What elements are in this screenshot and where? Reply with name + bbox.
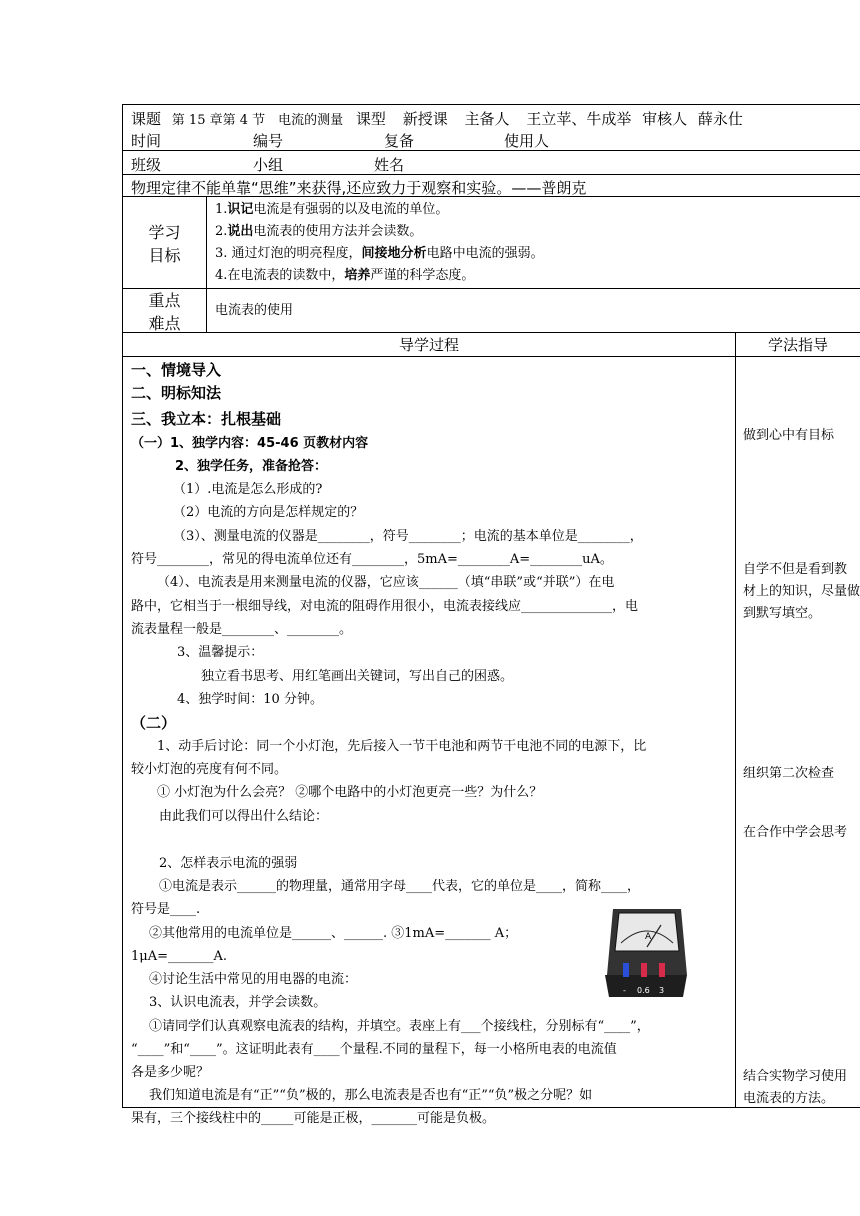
ammeter-heading: 3、认识电流表，并学会读数。: [149, 995, 327, 1010]
terminal-0-6: 0.6: [637, 986, 650, 995]
key-points-text: 电流表的使用: [215, 303, 294, 318]
question-2: （2）电流的方向是怎样规定的？: [173, 505, 364, 520]
value-lesson-type: 新授课: [402, 110, 448, 128]
terminal-3: 3: [659, 986, 665, 995]
self-study-task: 2、独学任务，准备抢答：: [175, 459, 328, 474]
main-body: [122, 356, 860, 1126]
guide-column-head: 学法指导: [767, 336, 828, 354]
label-reprepare: 复备: [384, 132, 415, 150]
question-4-line-3: 流表量程一般是________、________。: [131, 622, 353, 637]
learning-goals-list: [215, 199, 544, 287]
header-row-3: [122, 150, 860, 174]
tip-title: 3、温馨提示：: [177, 645, 264, 660]
lesson-plan-sheet: [122, 104, 860, 1126]
label-class: 班级: [131, 156, 162, 174]
value-topic: 第 15 章第 4 节 电流的测量: [171, 113, 344, 128]
tip-text: 独立看书思考、用红笔画出关键词，写出自己的困惑。: [201, 669, 514, 684]
question-3-line-2: 符号________，常见的得电流单位还有________，5mA=________A=________uA。: [131, 552, 613, 567]
current-strength-q2-cont: 1μA=_______A.: [131, 949, 228, 964]
goal-item: 2.说出电流表的使用方法并会读数。: [215, 224, 423, 239]
motto-quote: 物理定律不能单靠“思维”来获得,还应致力于观察和实验。——普朗克: [131, 179, 587, 197]
ammeter-q2-line-2: 果有，三个接线柱中的_____可能是正极，_______可能是负极。: [131, 1111, 496, 1126]
guide-note-2-line-3: 到默写填空。: [743, 606, 822, 621]
label-lesson-type: 课型: [355, 110, 386, 128]
current-strength-q1-cont: 符号是____.: [131, 902, 201, 917]
label-main-preparer: 主备人: [464, 110, 510, 128]
question-3-line-1: （3）、测量电流的仪器是________，符号________；电流的基本单位是________，: [173, 529, 643, 544]
goal-item: 3. 通过灯泡的明亮程度，间接地分析电路中电流的强弱。: [215, 246, 544, 261]
label-group: 小组: [253, 156, 284, 174]
label-number: 编号: [253, 132, 284, 150]
value-reviewer: 薛永仕: [697, 110, 743, 128]
label-user: 使用人: [504, 132, 550, 150]
question-4-line-1: （4）、电流表是用来测量电流的仪器，它应该______（填“串联”或“并联”）在电: [157, 575, 615, 590]
current-strength-q2: ②其他常用的电流单位是______、______. ③1mA=_______ A；: [149, 926, 518, 941]
ammeter-q1-line-1: ①请同学们认真观察电流表的结构，并填空。表座上有___个接线柱，分别标有“____”，: [149, 1019, 650, 1034]
discussion-1-line-1: 1、动手后讨论：同一个小灯泡，先后接入一节干电池和两节干电池不同的电源下，比: [157, 739, 647, 754]
current-strength-heading: 2、怎样表示电流的强弱: [159, 856, 298, 871]
label-name: 姓名: [374, 156, 405, 174]
self-study-content: （一）1、独学内容：45-46 页教材内容: [131, 436, 369, 451]
section-intro: 一、情境导入: [131, 361, 222, 379]
discussion-1-questions: ① 小灯泡为什么会亮？ ②哪个电路中的小灯泡更亮一些？为什么？: [157, 785, 543, 800]
label-time: 时间: [131, 132, 162, 150]
part-two-heading: （二）: [131, 714, 177, 732]
guide-note-2-line-2: 材上的知识，尽量做: [743, 584, 860, 599]
question-4-line-2: 路中，它相当于一根细导线，对电流的阻碍作用很小，电流表接线应______________，电: [131, 599, 639, 614]
current-strength-q3: ④讨论生活中常见的用电器的电流：: [149, 972, 358, 987]
guide-note-5-line-1: 结合实物学习使用: [743, 1069, 848, 1084]
learning-goals-label: 学习 目标: [123, 197, 207, 288]
guide-note-5-line-2: 电流表的方法。: [743, 1091, 835, 1106]
question-1: （1）.电流是怎么形成的?: [173, 482, 323, 497]
current-strength-q1: ①电流是表示______的物理量，通常用字母____代表，它的单位是____，简称____，: [159, 879, 641, 894]
ammeter-image: [601, 905, 691, 1001]
goal-item: 4.在电流表的读数中，培养严谨的科学态度。: [215, 268, 475, 283]
header-row-2: [122, 130, 860, 150]
label-topic: 课题: [131, 110, 162, 128]
label-reviewer: 审核人: [642, 110, 688, 128]
discussion-1-conclusion: 由此我们可以得出什么结论：: [159, 809, 329, 824]
discussion-1-line-2: 较小灯泡的亮度有何不同。: [131, 762, 288, 777]
process-column-head: 导学过程: [398, 336, 459, 354]
meter-needle-label: A: [645, 932, 652, 942]
ammeter-q1-line-2: “____”和“____”。这证明此表有____个量程.不同的量程下，每一小格所电表的电流值: [131, 1042, 617, 1057]
guide-note-1: 做到心中有目标: [743, 428, 835, 443]
learning-goals-row: [122, 196, 860, 288]
ammeter-q1-line-3: 各是多少呢？: [131, 1065, 210, 1080]
study-time: 4、独学时间：10 分钟。: [177, 692, 323, 707]
guide-note-4: 在合作中学会思考: [743, 825, 848, 840]
terminal-negative: -: [623, 986, 626, 995]
guide-note-2-line-1: 自学不但是看到教: [743, 562, 848, 577]
header-row-1: [122, 104, 860, 130]
section-foundation: 三、我立本：扎根基础: [131, 410, 282, 428]
ammeter-q2-line-1: 我们知道电流是有“正”“负”极的，那么电流表是否也有“正”“负”极之分呢？如: [149, 1088, 593, 1103]
key-points-label: 重点 难点: [123, 289, 207, 332]
column-head-row: [122, 332, 860, 356]
key-points-row: [122, 288, 860, 332]
value-main-preparer: 王立苹、牛成举: [526, 110, 632, 128]
guide-note-3: 组织第二次检查: [743, 766, 835, 781]
section-goals: 二、明标知法: [131, 384, 222, 402]
quote-row: [122, 174, 860, 196]
goal-item: 1.识记电流是有强弱的以及电流的单位。: [215, 202, 449, 217]
